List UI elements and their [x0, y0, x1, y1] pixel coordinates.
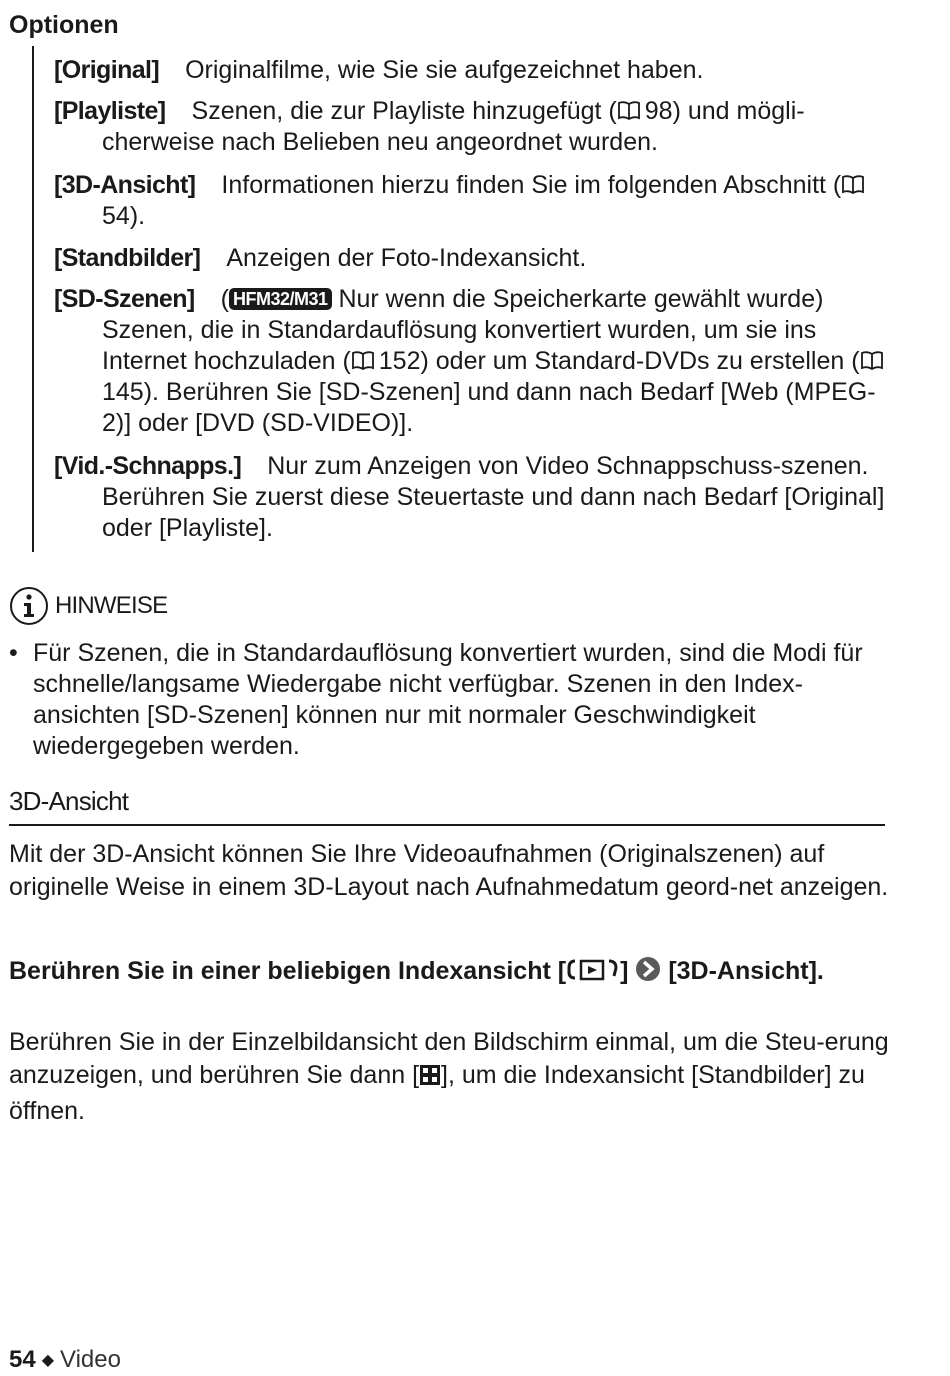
info-icon	[9, 586, 49, 626]
option-text: ). Berühren Sie [SD-Szenen] und dann nach Bedarf [Web (MPEG-2)] oder [DVD (SD-VIDEO)].	[102, 378, 876, 437]
option-term: [3D-Ansicht]	[54, 171, 196, 199]
page-ref: 145	[102, 378, 144, 406]
option-text: Anzeigen der Foto-Indexansicht.	[226, 244, 587, 272]
option-term: [Standbilder]	[54, 244, 201, 272]
section-intro: Mit der 3D-Ansicht können Sie Ihre Videoaufnahmen (Originalszenen) auf originelle Weise in einem 3D-Layout nach Aufnahmedatum geord-net anzeigen.	[9, 840, 889, 901]
options-heading: Optionen	[9, 11, 119, 39]
model-badge: HFM32/M31	[229, 288, 332, 310]
playback-index-icon	[566, 958, 620, 991]
note-text: Für Szenen, die in Standardauflösung konvertiert wurden, sind die Modi für schnelle/langsame Wiedergabe nicht verfügbar. Szenen in den Index-ansichten [SD-Szenen] können nur mit normaler Geschwindigkeit wiedergegeben werden.	[33, 639, 863, 760]
option-original	[54, 55, 892, 86]
option-text: Originalfilme, wie Sie sie aufgezeichnet haben.	[185, 56, 704, 84]
bullet-dot: •	[9, 639, 18, 667]
step-text: [3D-Ansicht].	[661, 957, 824, 985]
section-detail	[9, 1026, 889, 1128]
page-ref: 152	[378, 347, 421, 375]
book-icon	[617, 100, 643, 121]
detail-text: ], um die Indexansicht [Standbilder] zu öffnen.	[9, 1061, 865, 1125]
page-footer	[9, 1345, 121, 1376]
option-term: [Original]	[54, 56, 160, 84]
notes-title: HINWEISE	[55, 592, 168, 619]
option-vid-schnapps	[54, 451, 892, 544]
page-ref: 54	[102, 202, 130, 230]
option-text: Informationen hierzu finden Sie im folgenden Abschnitt (	[221, 171, 842, 199]
option-3d-ansicht	[54, 170, 892, 232]
notes-header	[9, 586, 167, 626]
option-text: (	[220, 285, 229, 313]
option-text: ) und mögli-cherweise nach Belieben neu angeordnet wurden.	[102, 97, 805, 156]
option-text: ).	[129, 202, 146, 230]
option-term: [SD-Szenen]	[54, 285, 195, 313]
footer-label: Video	[60, 1346, 121, 1373]
book-icon	[860, 350, 886, 371]
section-title: 3D-Ansicht	[9, 786, 129, 816]
note-bullet-item	[9, 638, 893, 762]
option-text: Nur wenn die Speicherkarte gewählt wurde) Szenen, die in Standardauflösung konvertiert wurden, um sie ins Internet hochzuladen (	[102, 285, 824, 375]
option-term: [Vid.-Schnapps.]	[54, 452, 242, 480]
arrow-icon	[635, 956, 661, 991]
page-number: 54	[9, 1346, 36, 1373]
option-text: Szenen, die zur Playliste hinzugefügt (	[191, 97, 617, 125]
step-text: Berühren Sie in einer beliebigen Indexansicht [	[9, 957, 567, 985]
option-text: Nur zum Anzeigen von Video Schnappschuss-szenen. Berühren Sie zuerst diese Steuertaste und dann nach Bedarf [Original] oder [Playliste].	[102, 452, 885, 542]
option-standbilder	[54, 243, 892, 274]
book-icon	[841, 174, 867, 195]
step-instruction	[9, 955, 889, 991]
option-sd-szenen	[54, 284, 892, 439]
diamond-icon: ◆	[41, 1352, 55, 1369]
options-left-rule	[32, 46, 34, 552]
option-text: ) oder um Standard-DVDs zu erstellen (	[420, 347, 860, 375]
section-divider	[9, 824, 885, 826]
step-text: ]	[620, 957, 636, 985]
book-icon	[351, 350, 377, 371]
detail-text: Berühren Sie in der Einzelbildansicht den Bildschirm einmal, um die Steu-erung anzuzeigen, und berühren Sie dann [	[9, 1028, 889, 1089]
page-ref: 98	[644, 97, 673, 125]
grid-index-icon	[419, 1062, 441, 1095]
option-playliste	[54, 96, 892, 158]
option-term: [Playliste]	[54, 97, 166, 125]
